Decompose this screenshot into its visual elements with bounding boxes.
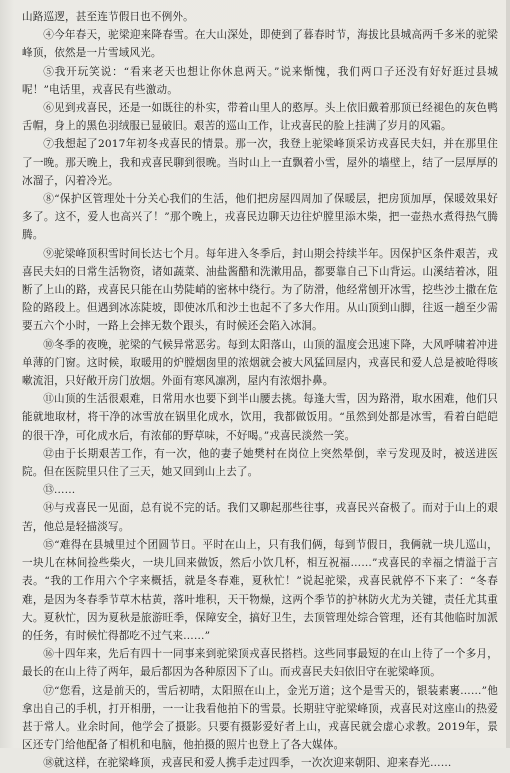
paragraph-15: ⑮“难得在县城里过个团圆节日。平时在山上，只有我们俩，每到节假日，我俩就一块儿巡山，一块儿在林间捡些柴火，一块儿回来做饭，然后小饮几杯，相互祝福……”戎喜民的幸福之情溢于言表。“我的工作用六个字来概括，就是冬春难，夏秋忙！”说起驼梁，戎喜民就停不下来了：“冬春难，是因为冬春季节草木枯黄，落叶堆积，天干物燥，这两个季节的护林防火尤为关键，责任尤其重大。夏秋忙，因为夏秋是旅游旺季，保障安全，搞好卫生，去顶管理处综合管理，还有其他临时加派的任务，有时候忙得都吃不过气来……” (22, 538, 498, 642)
paragraph-12: ⑫由于长期艰苦工作，有一次，他的妻子她樊村在岗位上突然晕倒，幸亏发现及时，被送进医院。但在医院里只住了三天，她又回到山上去了。 (22, 447, 498, 479)
paragraph-4: ④今年春天，驼梁迎来降春雪。在大山深处，即使到了暮春时节，海拔比县城高两千多米的驼梁峰顶，依然是一片雪域风光。 (22, 29, 498, 60)
paragraph-6: ⑥见到戎喜民，还是一如既往的朴实，带着山里人的憨厚。头上依旧戴着那顶已经褪色的灰色鸭舌帽，身上的黑色羽绒服已显破旧。艰苦的巡山工作，让戎喜民的脸上挂满了岁月的风霜。 (22, 102, 498, 133)
paragraph-17: ⑰“您看，这是前天的，雪后初晴，太阳照在山上，金光万道；这个是雪天的，银装素裹……”他拿出自己的手机，打开相册，一一让我看他拍下的雪景。长期驻守驼梁峰顶，戎喜民对这座山的热爱甚于常人。业余时间，他学会了摄影。只要有摄影爱好者上山，戎喜民就会虚心求教。2019年，景区还专门给他配备了相机和电脑，他拍摄的照片也登上了各大媒体。 (22, 684, 498, 752)
paragraph-8: ⑧“保护区管理处十分关心我们的生活，他们把房屋四周加了保暖层，把房顶加厚，保暖效果好多了。这不，爱人也高兴了！”那个晚上，戎喜民边聊天边往炉膛里添木柴，把一壶热水煮得热气腾腾。 (22, 193, 498, 242)
paragraph-14: ⑭与戎喜民一见面，总有说不完的话。我们又聊起那些往事，戎喜民兴奋极了。而对于山上的艰苦，他总是轻描淡写。 (22, 502, 498, 533)
paragraph-10: ⑩冬季的夜晚，驼梁的气候异常恶劣。每到太阳落山，山顶的温度会迅速下降，大风呼啸着冲进单薄的门窗。这时候，取暖用的炉膛烟囱里的浓烟就会被大风猛回屋内，戎喜民和爱人总是被呛得咳嗽流泪，只好敞开房门放烟。外面有寒风凛冽，屋内有浓烟扑鼻。 (22, 338, 498, 388)
paragraph-16: ⑯十四年来，先后有四十一同事来到驼梁顶戎喜民搭档。这些同事最短的在山上待了一个多月，最长的在山上待了两年，最后都因为各种原因下了山。而戎喜民夫妇依旧守在驼梁峰顶。 (22, 648, 498, 679)
paragraph-18: ⑱就这样，在驼梁峰顶，戎喜民和爱人携手走过四季，一次次迎来朝阳、迎来春光…… (43, 757, 452, 770)
paragraph-continuation: 山路巡逻，甚至连节假日也不例外。 (22, 11, 194, 23)
paragraph-5: ⑤我开玩笑说：“看来老天也想让你休息两天。”说来惭愧，我们两口子还没有好好逛过县城呢！”电话里，戎喜民有些激动。 (22, 65, 498, 96)
paragraph-13: ⑬…… (43, 484, 76, 497)
page-edge-shadow (506, 0, 510, 748)
paragraph-11: ⑪山顶的生活很艰难，日常用水也要下到半山腰去挑。每逢大雪，因为路滑，取水困难，他们只能就地取材，将干净的冰雪放在锅里化成水，饮用，我都做饭用。“虽然到处都是冰雪，看着白皑皑的很干净，可化成水后，有浓郁的野草味，不好喝。”戎喜民淡然一笑。 (22, 393, 498, 442)
paragraph-9: ⑨驼梁峰顶积雪时间长达七个月。每年进入冬季后，封山期会持续半年。因保护区条件艰苦，戎喜民夫妇的日常生活物资，诸如蔬菜、油盐酱醋和洗漱用品，都要靠自己下山背运。山溪结着冰，阻断了上山的路，戎喜民只能在山势陡峭的密林中绕行。为了防滑，他经常刨开冰雪，挖些沙土撒在危险的路段上。但遇到冰冻陡坡，即使冰爪和沙土也起不了多大作用。从山顶到山脚，往返一趟至少需要五六个小时，一路上会摔无数个跟头，有时候还会陷入冰洞。 (22, 247, 498, 333)
paragraph-7: ⑦我想起了2017年初冬戎喜民的情景。那一次，我登上驼梁峰顶采访戎喜民夫妇，并在那里住了一晚。那天晚上，我和戎喜民聊到很晚。当时山上一直飘着小雪，屋外的墙壁上，结了一层厚厚的冰溜子，闪着冷光。 (22, 138, 498, 187)
